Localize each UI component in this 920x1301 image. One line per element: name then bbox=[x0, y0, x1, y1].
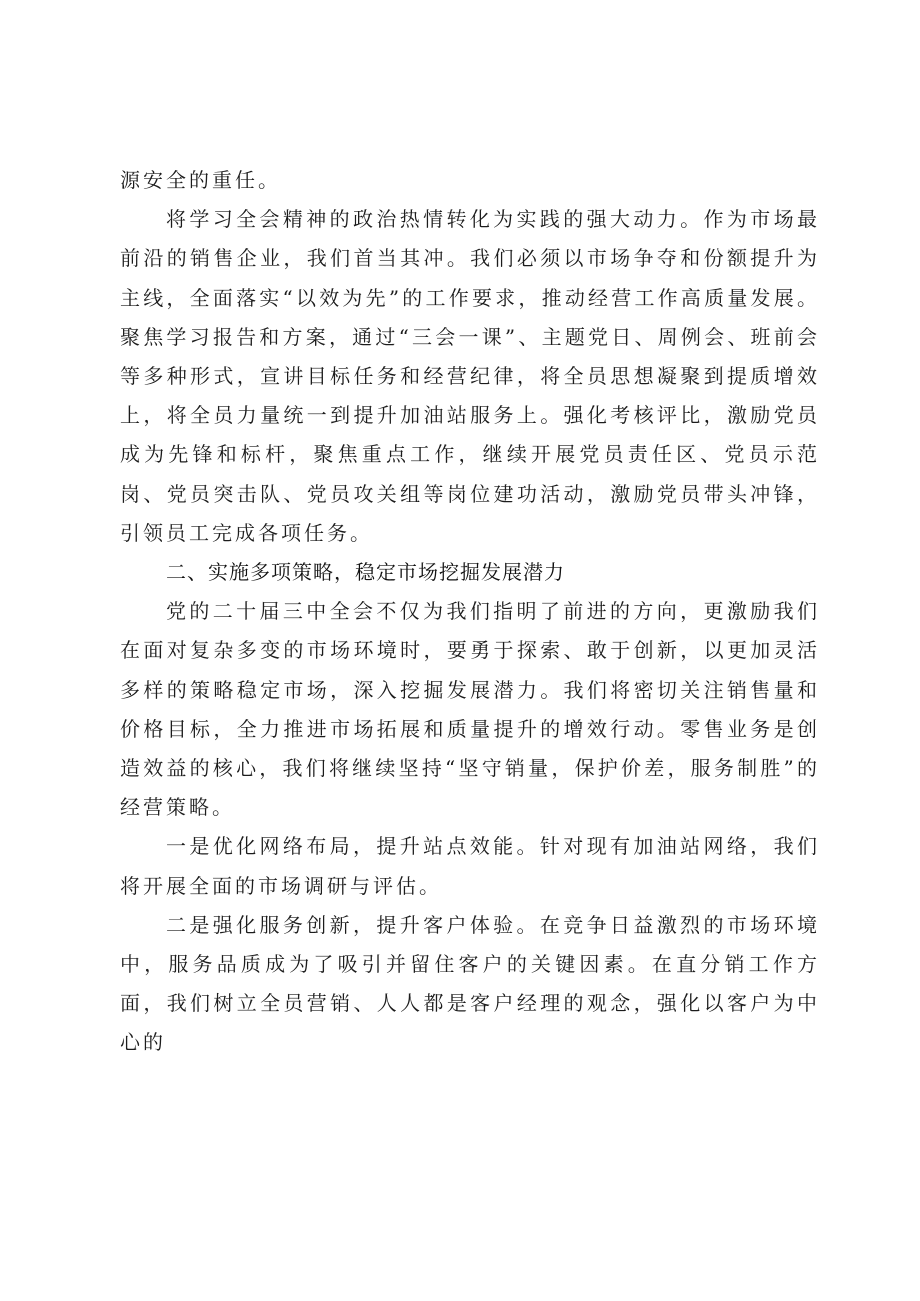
section-heading: 二、实施多项策略，稳定市场挖掘发展潜力 bbox=[166, 560, 565, 585]
paragraph-study-spirit: 将学习全会精神的政治热情转化为实践的强大动力。作为市场最前沿的销售企业，我们首当其冲。我们必须以市场争夺和份额提升为主线，全面落实“以效为先”的工作要求，推动经营工作高质量发展。聚焦学习报告和方案，通过“三会一课”、主题党日、周例会、班前会等多种形式，宣讲目标任务和经营纪律，将全员思想凝聚到提质增效上，将全员力量统一到提升加油站服务上。强化考核评比，激励党员成为先锋和标杆，聚焦重点工作，继续开展党员责任区、党员示范岗、党员突击队、党员攻关组等岗位建功活动，激励党员带头冲锋，引领员工完成各项任务。 bbox=[120, 207, 820, 545]
paragraph-continuation: 源安全的重任。 bbox=[120, 168, 281, 192]
document-body bbox=[120, 161, 820, 1063]
paragraph-service-innovation: 二是强化服务创新，提升客户体验。在竞争日益激烈的市场环境中，服务品质成为了吸引并留住客户的关键因素。在直分销工作方面，我们树立全员营销、人人都是客户经理的观念，强化以客户为中心的 bbox=[120, 912, 820, 1055]
paragraph-network-layout: 一是优化网络布局，提升站点效能。针对现有加油站网络，我们将开展全面的市场调研与评估。 bbox=[120, 834, 820, 898]
paragraph-market-strategy: 党的二十届三中全会不仅为我们指明了前进的方向，更激励我们在面对复杂多变的市场环境时，要勇于探索、敢于创新，以更加灵活多样的策略稳定市场，深入挖掘发展潜力。我们将密切关注销售量和价格目标，全力推进市场拓展和质量提升的增效行动。零售业务是创造效益的核心，我们将继续坚持“坚守销量，保护价差，服务制胜”的经营策略。 bbox=[120, 599, 820, 820]
